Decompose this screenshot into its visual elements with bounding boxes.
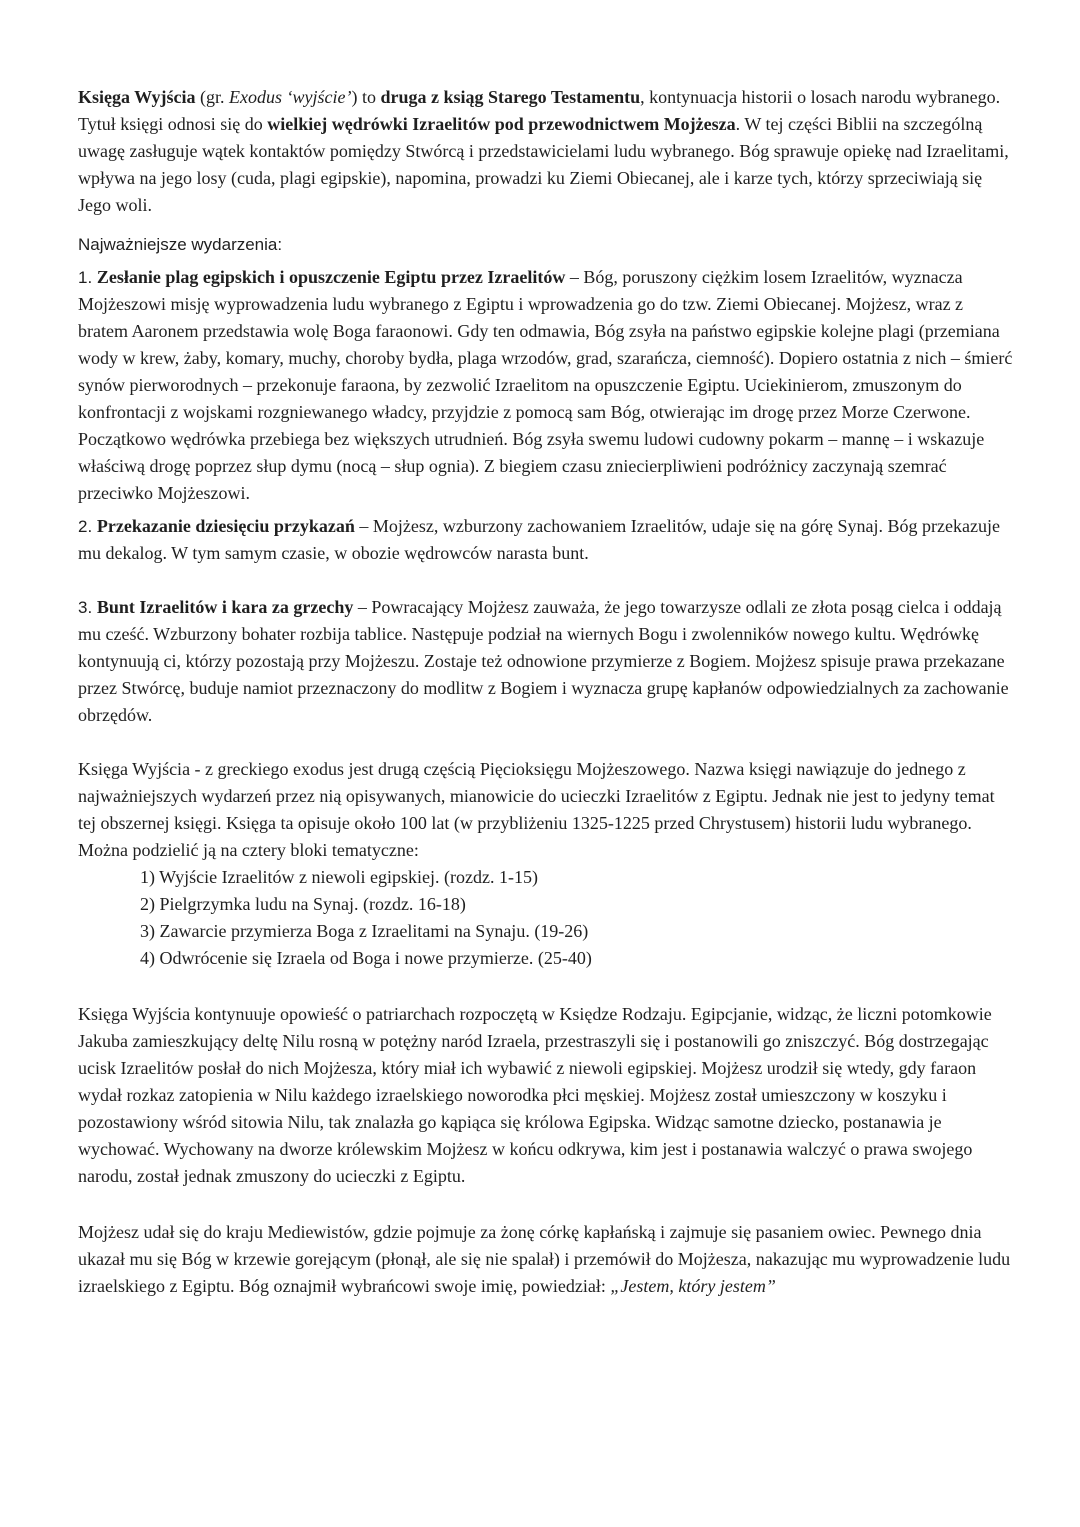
event-3: 3. Bunt Izraelitów i kara za grzechy – Powracający Mojżesz zauważa, że jego towarzysze odlali ze złota posąg cielca i oddają mu cześć. Wzburzony bohater rozbija tablice. Następuje podział na wiernych Bogu i zwolenników nowego kultu. Wędrówkę kontynuują ci, którzy pozostają przy Mojżeszu. Zostaje też odnowione przymierze z Bogiem. Mojżesz spisuje prawa przekazane przez Stwórcę, buduje namiot przeznaczony do modlitw z Bogiem i wyznacza grupę kapłanów odpowiedzialnych za zachowanie obrzędów. bbox=[78, 597, 1009, 725]
event-2: 2. Przekazanie dziesięciu przykazań – Mojżesz, wzburzony zachowaniem Izraelitów, udaje się na górę Synaj. Bóg przekazuje mu dekalog. W tym samym czasie, w obozie wędrowców narasta bunt. bbox=[78, 516, 1000, 563]
quote: „Jestem, który jestem” bbox=[610, 1276, 776, 1296]
list-item: 1) Wyjście Izraelitów z niewoli egipskiej. (rozdz. 1-15) bbox=[140, 867, 538, 887]
book-title: Księga Wyjścia bbox=[78, 87, 196, 107]
greek-name: Exodus ‘wyjście’ bbox=[229, 87, 352, 107]
event-2-title: Przekazanie dziesięciu przykazań bbox=[96, 516, 355, 536]
moses-paragraph: Mojżesz udał się do kraju Mediewistów, gdzie pojmuje za żonę córkę kapłańską i zajmuje się pasaniem owiec. Pewnego dnia ukazał mu się Bóg w krzewie gorejącym (płonął, ale się nie spalał) i przemówił do Mojżesza, nakazując mu wyprowadzenie ludu izraelskiego z Egiptu. Bóg oznajmił wybrańcowi swoje imię, powiedział: „Jestem, który jestem” bbox=[78, 1222, 1011, 1296]
event-3-title: Bunt Izraelitów i kara za grzechy bbox=[96, 597, 354, 617]
list-item: 4) Odwrócenie się Izraela od Boga i nowe przymierze. (25-40) bbox=[140, 948, 592, 968]
event-1: 1. Zesłanie plag egipskich i opuszczenie Egiptu przez Izraelitów – Bóg, poruszony ciężkim losem Izraelitów, wyznacza Mojżeszowi misję wyprowadzenia ludu wybranego z Egiptu i wprowadzenia go do tzw. Ziemi Obiecanej. Mojżesz, wraz z bratem Aaronem przedstawia wolę Boga faraonowi. Gdy ten odmawia, Bóg zsyła na państwo egipskie kolejne plagi (przemiana wody w krew, żaby, komary, muchy, choroby bydła, plaga wrzodów, grad, szarańcza, ciemność). Dopiero ostatnia z nich – śmierć synów pierworodnych – przekonuje faraona, by zezwolić Izraelitom na opuszczenie Egiptu. Uciekinierom, zmuszonym do konfrontacji z wojskami rozgniewanego władcy, przyjdzie z pomocą sam Bóg, otwierając im drogę przez Morze Czerwone. Początkowo wędrówka przebiega bez większych utrudnień. Bóg zsyła swemu ludowi cudowny pokarm – mannę – i wskazuje właściwą drogę poprzez słup dymu (nocą – słup ognia). Z biegiem czasu zniecierpliwieni podróżnicy zaczynają szemrać przeciwko Mojżeszowi. bbox=[78, 267, 1013, 503]
overview-paragraph: Księga Wyjścia - z greckiego exodus jest drugą częścią Pięcioksięgu Mojżeszowego. Nazwa księgi nawiązuje do jednego z najważniejszych wydarzeń przez nią opisywanych, mianowicie do ucieczki Izraelitów z Egiptu. Jednak nie jest to jedyny temat tej obszernej księgi. Księga ta opisuje około 100 lat (w przybliżeniu 1325-1225 przed Chrystusem) historii ludu wybranego. Można podzielić ją na cztery bloki tematyczne: bbox=[78, 759, 995, 860]
list-item: 2) Pielgrzymka ludu na Synaj. (rozdz. 16-18) bbox=[140, 894, 466, 914]
intro-paragraph: Księga Wyjścia (gr. Exodus ‘wyjście’) to druga z ksiąg Starego Testamentu, kontynuacja historii o losach narodu wybranego. Tytuł księgi odnosi się do wielkiej wędrówki Izraelitów pod przewodnictwem Mojżesza. W tej części Biblii na szczególną uwagę zasługuje wątek kontaktów pomiędzy Stwórcą i przedstawicielami ludu wybranego. Bóg sprawuje opiekę nad Izraelitami, wpływa na jego losy (cuda, plagi egipskie), napomina, prowadzi ku Ziemi Obiecanej, ale i karze tych, którzy sprzeciwiają się Jego woli. bbox=[78, 87, 1009, 215]
event-1-title: Zesłanie plag egipskich i opuszczenie Egiptu przez Izraelitów bbox=[96, 267, 566, 287]
events-heading: Najważniejsze wydarzenia: bbox=[78, 235, 283, 254]
patriarchs-paragraph: Księga Wyjścia kontynuuje opowieść o patriarchach rozpoczętą w Księdze Rodzaju. Egipcjanie, widząc, że liczni potomkowie Jakuba zamieszkujący deltę Nilu rosną w potężny naród Izraela, przestraszyli się i postanowili go zniszczyć. Bóg dostrzegając ucisk Izraelitów posłał do nich Mojżesza, który miał ich wybawić z niewoli egipskiej. Mojżesz urodził się wtedy, gdy faraon wydał rozkaz zatopienia w Nilu każdego izraelskiego noworodka płci męskiej. Mojżesz został umieszczony w koszyku i pozostawiony wśród sitowia Nilu, tak znalazła go kąpiąca się królowa Egipska. Widząc samotne dziecko, postanawia je wychować. Wychowany na dworze królewskim Mojżesz w końcu odkrywa, kim jest i postanawia walczyć o prawa swojego narodu, został jednak zmuszony do ucieczki z Egiptu. bbox=[78, 1004, 992, 1186]
thematic-blocks-list bbox=[78, 864, 1016, 972]
list-item: 3) Zawarcie przymierza Boga z Izraelitami na Synaju. (19-26) bbox=[140, 921, 589, 941]
document-page bbox=[78, 84, 1016, 1300]
